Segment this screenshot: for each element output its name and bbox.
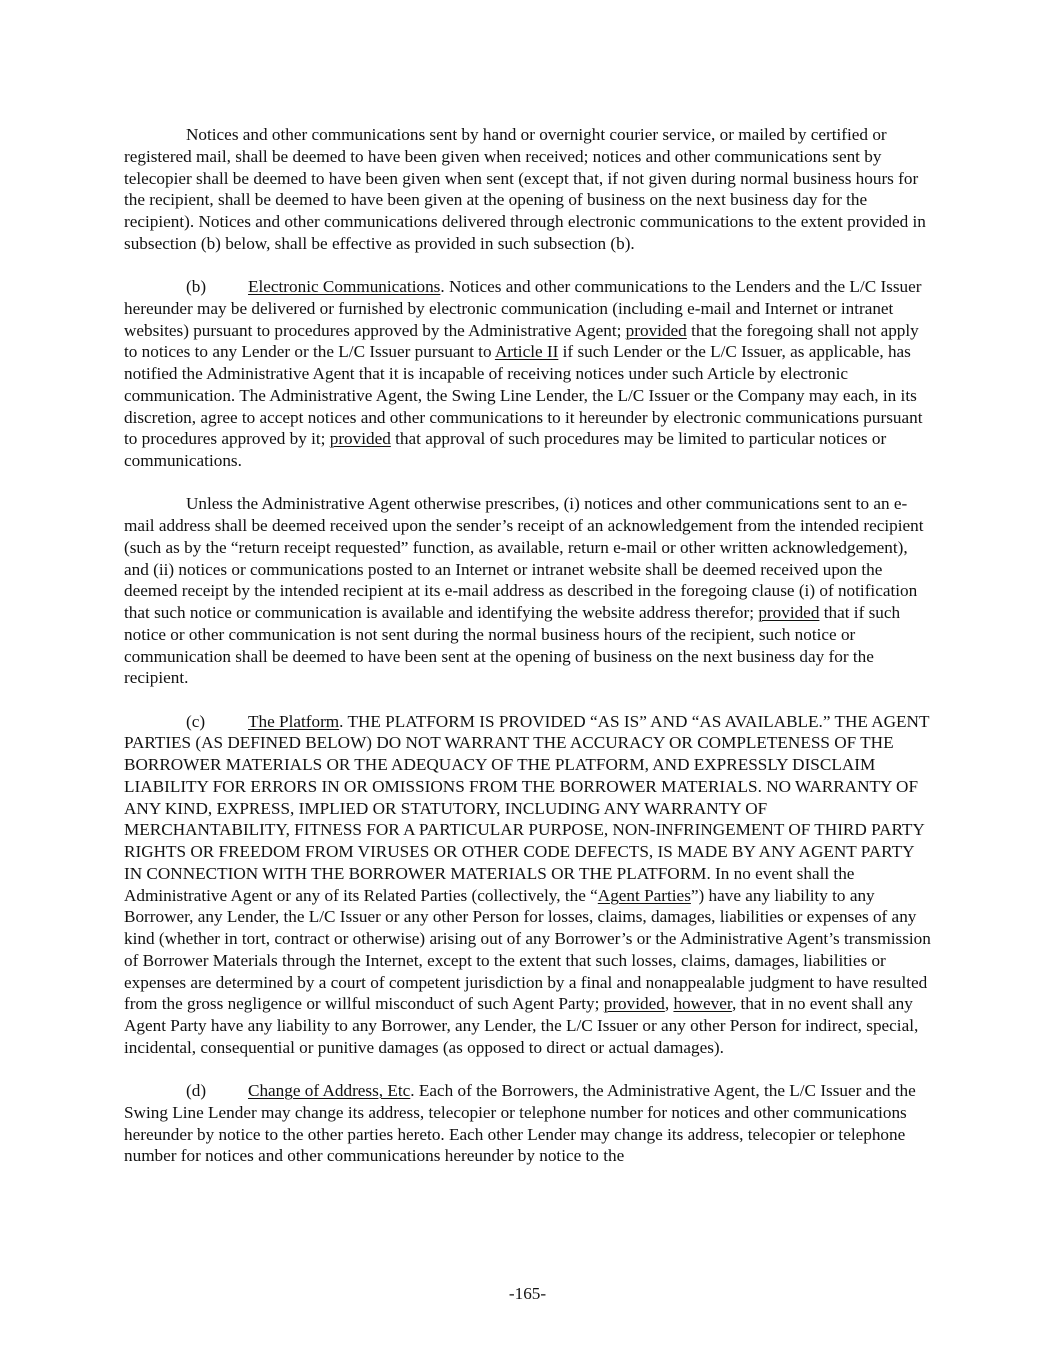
paragraph-email-receipt	[124, 493, 934, 689]
paragraph-text: that if such notice or other communication is not sent during the normal business hours of the recipient, such notice or communication shall be deemed to have been sent at the opening of business on the next business day for the recipient.	[124, 603, 901, 688]
paragraph-text: that approval of such procedures may be limited to particular notices or communications.	[124, 429, 887, 470]
paragraph-notices-delivery	[124, 124, 934, 255]
defined-term-provided: provided	[603, 994, 665, 1014]
paragraph-text: if such Lender or the L/C Issuer, as applicable, has notified the Administrative Agent that it is incapable of receiving notices under such Article by electronic communication. The Administrative Agent, the Swing Line Lender, the L/C Issuer or the Company may each, in its discretion, agree to accept notices and other communications to it hereunder by electronic communications pursuant to procedures approved by it;	[124, 342, 923, 449]
paragraph-text: , that in no event shall any Agent Party have any liability to any Borrower, any Lender, the L/C Issuer or any other Person for indirect, special, incidental, consequential or punitive damages (as opposed to direct or actual damages).	[124, 994, 919, 1057]
defined-term-however: however	[673, 994, 732, 1014]
section-label: (c)	[186, 711, 206, 731]
paragraph-text: . THE PLATFORM IS PROVIDED “AS IS” AND “AS AVAILABLE.” THE AGENT PARTIES (AS DEFINED BELOW) DO NOT WARRANT THE ACCURACY OR COMPLETENESS OF THE BORROWER MATERIALS OR THE ADEQUACY OF THE PLATFORM, AND EXPRESSLY DISCLAIM LIABILITY FOR ERRORS IN OR OMISSIONS FROM THE BORROWER MATERIALS. NO WARRANTY OF ANY KIND, EXPRESS, IMPLIED OR STATUTORY, INCLUDING ANY WARRANTY OF MERCHANTABILITY, FITNESS FOR A PARTICULAR PURPOSE, NON-INFRINGEMENT OF THIRD PARTY RIGHTS OR FREEDOM FROM VIRUSES OR OTHER CODE DEFECTS, IS MADE BY ANY AGENT PARTY IN CONNECTION WITH THE BORROWER MATERIALS OR THE PLATFORM. In no event shall the Administrative Agent or any of its Related Parties (collectively, the “	[124, 711, 930, 905]
page-number: -165-	[508, 1284, 547, 1303]
section-heading: Electronic Communications	[248, 277, 441, 296]
paragraph-electronic-communications	[124, 276, 934, 472]
article-reference: Article II	[494, 342, 559, 362]
paragraph-text: ”) have any liability to any Borrower, any Lender, the L/C Issuer or any other Person for losses, claims, damages, liabilities or expenses of any kind (whether in tort, contract or otherwise) arising out of any Borrower’s or the Administrative Agent’s transmission of Borrower Materials through the Internet, except to the extent that such losses, claims, damages, liabilities or expenses are determined by a court of competent jurisdiction by a final and nonappealable judgment to have resulted from the gross negligence or willful misconduct of such Agent Party;	[124, 885, 931, 1014]
paragraph-text: Notices and other communications sent by hand or overnight courier service, or mailed by certified or registered mail, shall be deemed to have been given when received; notices and other communications sent by telecopier shall be deemed to have been given when sent (except that, if not given during normal business hours for the recipient, shall be deemed to have been given at the opening of business on the next business day for the recipient). Notices and other communications delivered through electronic communications to the extent provided in subsection (b) below, shall be effective as provided in such subsection (b).	[124, 125, 926, 253]
defined-term-provided: provided	[625, 320, 687, 340]
section-heading: Change of Address, Etc	[248, 1081, 411, 1100]
paragraph-text: ,	[664, 994, 674, 1014]
section-label: (d)	[186, 1081, 207, 1100]
paragraph-the-platform	[124, 711, 934, 1059]
paragraph-change-of-address	[124, 1080, 934, 1167]
paragraph-text: Unless the Administrative Agent otherwise prescribes, (i) notices and other communications sent to an e-mail address shall be deemed received upon the sender’s receipt of an acknowledgement from the intended recipient (such as by the “return receipt requested” function, as available, return e-mail or other written acknowledgement), and (ii) notices or communications posted to an Internet or intranet website shall be deemed received upon the deemed receipt by the intended recipient at its e-mail address as described in the foregoing clause (i) of notification that such notice or communication is available and identifying the website address therefor;	[124, 494, 924, 622]
section-heading: The Platform	[248, 711, 340, 731]
defined-term-agent-parties: Agent Parties	[597, 885, 691, 905]
defined-term-provided: provided	[758, 603, 820, 622]
paragraph-text: . Notices and other communications to the Lenders and the L/C Issuer hereunder may be delivered or furnished by electronic communication (including e-mail and Internet or intranet websites) pursuant to procedures approved by the Administrative Agent;	[124, 277, 922, 340]
paragraph-text: that the foregoing shall not apply to notices to any Lender or the L/C Issuer pursuant to	[124, 320, 919, 362]
paragraph-text: . Each of the Borrowers, the Administrative Agent, the L/C Issuer and the Swing Line Lender may change its address, telecopier or telephone number for notices and other communications hereunder by notice to the other parties hereto. Each other Lender may change its address, telecopier or telephone number for notices and other communications hereunder by notice to the	[124, 1081, 916, 1166]
section-label: (b)	[186, 277, 207, 296]
defined-term-provided: provided	[329, 429, 391, 449]
document-page	[124, 124, 934, 1189]
